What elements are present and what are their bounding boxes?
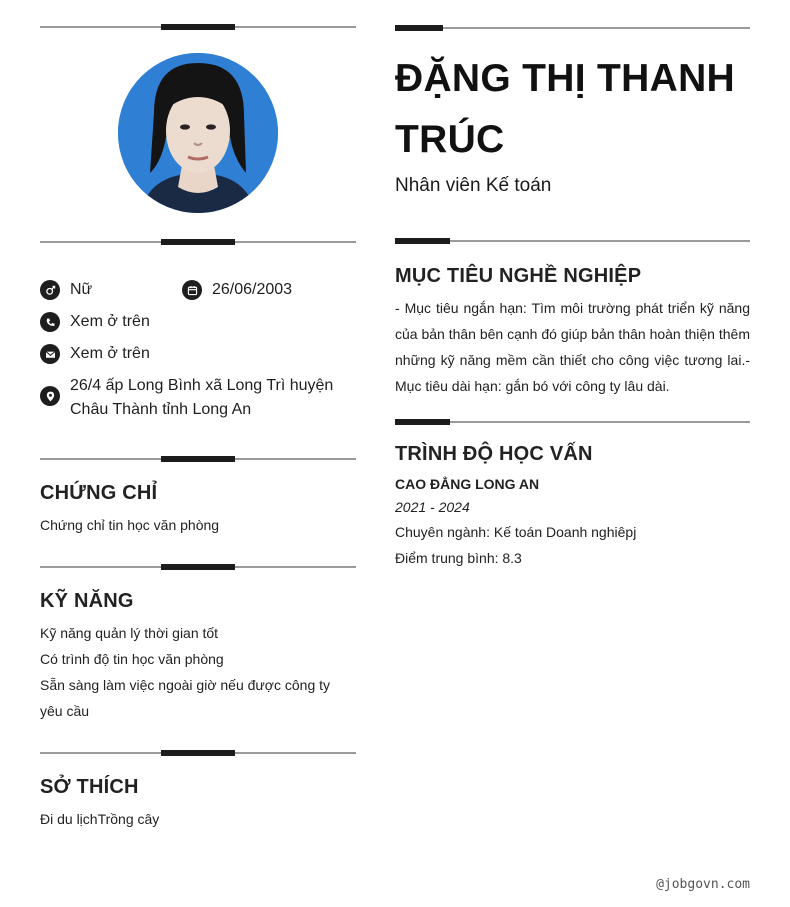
email-row bbox=[40, 342, 150, 366]
divider bbox=[40, 241, 356, 243]
skills-title: KỸ NĂNG bbox=[40, 590, 134, 612]
watermark: @jobgovn.com bbox=[656, 877, 750, 892]
birthday-row bbox=[182, 278, 292, 302]
email-text: Xem ở trên bbox=[70, 345, 150, 362]
mail-icon bbox=[40, 344, 60, 364]
job-title: Nhân viên Kế toán bbox=[395, 175, 552, 196]
divider bbox=[40, 566, 356, 568]
divider bbox=[40, 26, 356, 28]
school-name: CAO ĐẲNG LONG AN bbox=[395, 476, 540, 492]
skill-item: Kỹ năng quản lý thời gian tốt bbox=[40, 625, 219, 641]
objective-title: MỤC TIÊU NGHỀ NGHIỆP bbox=[395, 265, 642, 287]
divider bbox=[40, 752, 356, 754]
address-row bbox=[40, 374, 356, 422]
address-text: 26/4 ấp Long Bình xã Long Trì huyện Châu Thành tỉnh Long An bbox=[70, 377, 334, 418]
education-title: TRÌNH ĐỘ HỌC VẤN bbox=[395, 443, 593, 465]
certificate-item: Chứng chỉ tin học văn phòng bbox=[40, 517, 220, 533]
phone-row bbox=[40, 310, 150, 334]
skill-item: Sẵn sàng làm việc ngoài giờ nếu được công ty yêu cầu bbox=[40, 677, 331, 719]
location-pin-icon bbox=[40, 386, 60, 406]
divider bbox=[395, 240, 750, 242]
gender-row bbox=[40, 278, 92, 302]
hobbies-text: Đi du lịchTrồng cây bbox=[40, 811, 160, 827]
birthday-text: 26/06/2003 bbox=[212, 281, 293, 298]
objective-text: - Mục tiêu ngắn hạn: Tìm môi trường phát triển kỹ năng của bản thân bên cạnh đó giúp bản thân hoàn thiện thêm những kỹ năng mềm cần thiết cho công việc tương lai.- Mục tiêu dài hạn: gắn bó với công ty lâu dài. bbox=[395, 300, 750, 394]
hobbies-title: SỞ THÍCH bbox=[40, 776, 139, 798]
gender-text: Nữ bbox=[70, 281, 93, 298]
gender-icon bbox=[40, 280, 60, 300]
phone-icon bbox=[40, 312, 60, 332]
divider bbox=[40, 458, 356, 460]
divider bbox=[395, 421, 750, 423]
avatar bbox=[118, 53, 278, 213]
education-period: 2021 - 2024 bbox=[395, 499, 470, 515]
avatar-photo bbox=[118, 53, 278, 213]
skills-list bbox=[40, 620, 356, 724]
candidate-name: ĐẶNG THỊ THANH TRÚC bbox=[395, 57, 736, 161]
divider bbox=[395, 27, 750, 29]
education-major: Chuyên ngành: Kế toán Doanh nghiêpj bbox=[395, 524, 637, 540]
education-gpa: Điểm trung bình: 8.3 bbox=[395, 550, 522, 566]
phone-text: Xem ở trên bbox=[70, 313, 150, 330]
skill-item: Có trình độ tin học văn phòng bbox=[40, 651, 224, 667]
calendar-icon bbox=[182, 280, 202, 300]
certificates-title: CHỨNG CHỈ bbox=[40, 482, 158, 504]
